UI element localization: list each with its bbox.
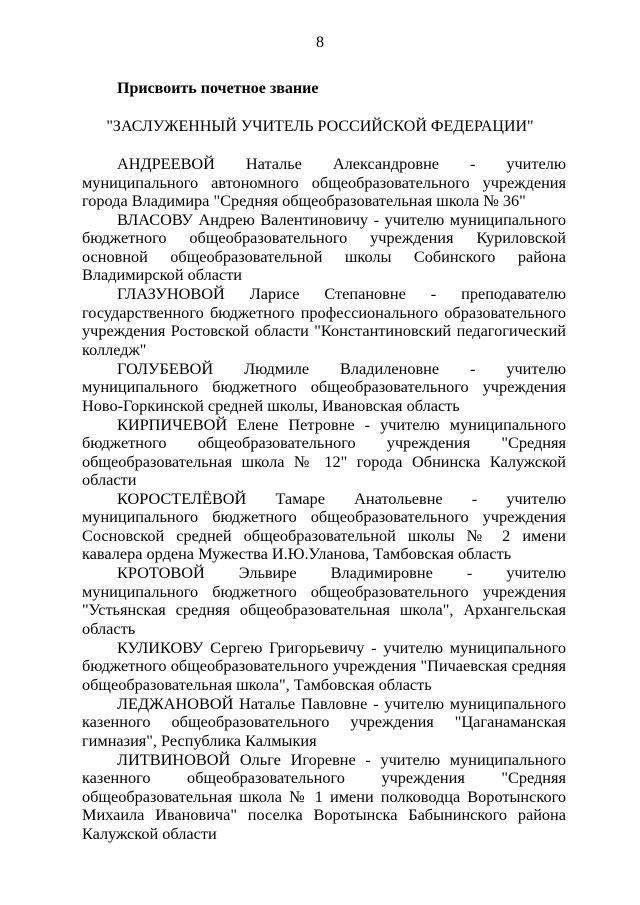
page-number: 8: [316, 34, 324, 51]
awardee-entry: ВЛАСОВУ Андрею Валентиновичу - учителю муниципального бюджетного общеобразовательного учреждения Куриловской основной общеобразовательной школы Собинского района Владимирской области: [82, 209, 566, 285]
awardee-entry: ЛЕДЖАНОВОЙ Наталье Павловне - учителю муниципального казенного общеобразовательного учреждения "Цаганаманская гимназия", Республика Калмыкия: [82, 693, 566, 750]
awardee-entry: ЛИТВИНОВОЙ Ольге Игоревне - учителю муниципального казенного общеобразовательного учреждения "Средняя общеобразовательная школа № 1 имени полководца Воротынского Михаила Ивановича" поселка Воротынска Бабынинского района Калужской области: [82, 749, 566, 843]
awardee-entry: АНДРЕЕВОЙ Наталье Александровне - учителю муниципального автономного общеобразовательного учреждения города Владимира "Средняя общеобразовательная школа № 36": [82, 154, 566, 210]
awardee-entry: КИРПИЧЕВОЙ Елене Петровне - учителю муниципального бюджетного общеобразовательного учреждения "Средняя общеобразовательная школа № 12" города Обнинска Калужской области: [82, 414, 566, 490]
decree-heading: Присвоить почетное звание: [117, 80, 319, 97]
awardee-entry: ГЛАЗУНОВОЙ Ларисе Степановне - преподавателю государственного бюджетного профессионального образовательного учреждения Ростовской области "Константиновский педагогический колледж": [82, 284, 566, 359]
awardee-entry: КУЛИКОВУ Сергею Григорьевичу - учителю муниципального бюджетного общеобразовательного учреждения "Пичаевская средняя общеобразовательная школа", Тамбовская область: [82, 637, 566, 694]
awardee-entry: КОРОСТЕЛЁВОЙ Тамаре Анатольевне - учителю муниципального бюджетного общеобразовательного учреждения Сосновской средней общеобразовательной школы № 2 имени кавалера ордена Мужества И.Ю.Уланова, Тамбовская область: [82, 488, 566, 564]
awardee-entry: КРОТОВОЙ Эльвире Владимировне - учителю муниципального бюджетного общеобразовательного учреждения "Устьянская средняя общеобразовательная школа", Архангельская область: [82, 563, 566, 638]
awardee-list: [82, 155, 566, 843]
awardee-entry: ГОЛУБЕВОЙ Людмиле Владиленовне - учителю муниципального бюджетного общеобразовательного учреждения Ново-Горкинской средней школы, Ивановская область: [82, 358, 566, 415]
honorary-title: "ЗАСЛУЖЕННЫЙ УЧИТЕЛЬ РОССИЙСКОЙ ФЕДЕРАЦИИ": [106, 118, 534, 135]
